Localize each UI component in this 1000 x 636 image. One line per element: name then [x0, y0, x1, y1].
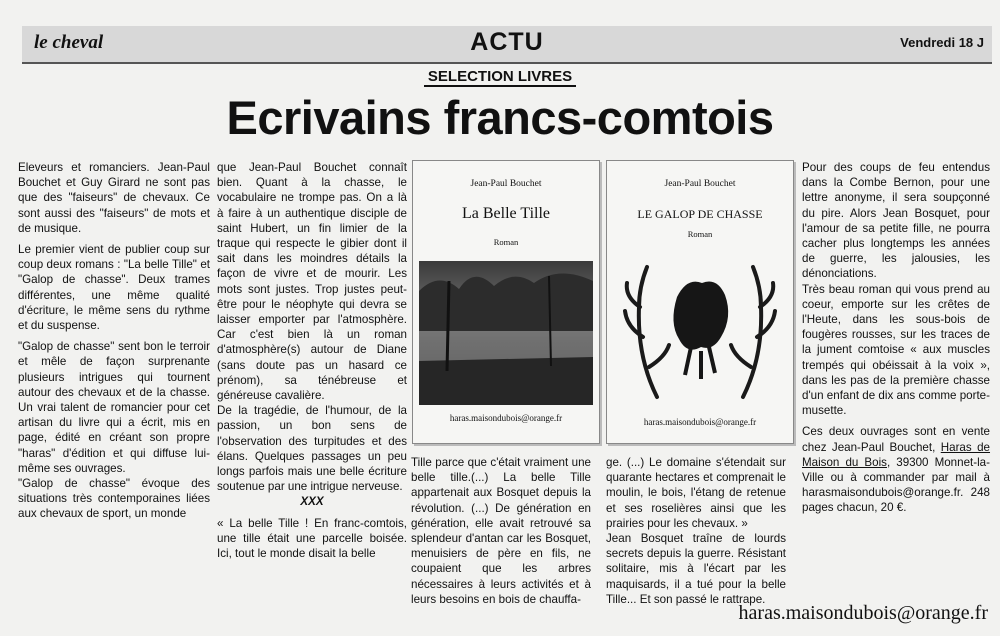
- cover-author: Jean-Paul Bouchet: [664, 179, 736, 189]
- column-2: [217, 160, 407, 567]
- cover-title: LE GALOP DE CHASSE: [637, 207, 763, 221]
- paragraph: Le premier vient de publier coup sur coup deux romans : "La belle Tille" et "Galop de chasse". Deux trames différentes, une même qualité d'écriture, le même sens du rythme et du suspense.: [18, 243, 210, 333]
- paragraph: Jean Bosquet traîne de lourds secrets depuis la guerre. Résistant solitaire, mis à l'écart par les maquisards, il a tué pour la belle Tille... Et son passé le rattrape.: [606, 532, 786, 606]
- cover-title: La Belle Tille: [462, 205, 550, 222]
- paragraph: ge. (...) Le domaine s'étendait sur quarante hectares et comprenait le moulin, le bois, l'étang de retenue et ses roselières ainsi que les prairies pour les chevaux. »: [606, 456, 786, 530]
- section-name: le cheval: [34, 32, 104, 53]
- antlers-and-horses-illustration: [617, 247, 783, 407]
- footer-email: haras.maisondubois@orange.fr: [738, 602, 988, 624]
- paragraph: "Galop de chasse" évoque des situations très contemporaines liées aux chevaux de sport, un monde: [18, 477, 210, 521]
- sub-rubric: [0, 68, 1000, 85]
- section-separator: XXX: [300, 495, 324, 509]
- paragraph: Tille parce que c'était vraiment une belle tille.(...) La belle Tille appartenait aux Bosquet depuis la révolution. (...) De génération en génération, elle avait retrouvé sa splendeur d'antan car les Bosquet, menuisiers de père en fils, ne coupaient que les arbres nécessaires à leurs activités et à leurs besoins en bois de chauffa-: [411, 456, 591, 606]
- column-3: [411, 455, 591, 613]
- sub-rubric-text: SELECTION LIVRES: [424, 68, 576, 87]
- paragraph: De la tragédie, de l'humour, de la passion, un bon sens de l'observation des turpitudes et des élans. Quelques passages un peu longs parfois mais une belle écriture soutenue par une intrigue nerveuse.: [217, 404, 407, 494]
- paragraph: que Jean-Paul Bouchet connaît bien. Quant à la chasse, le vocabulaire ne trompe pas. On a là à faire à un authentique disciple de saint Hubert, un fin limier de la traque qui respecte le gibier dont il sait dans les moindres détails la façon de vivre et de mourir. Les mots sont justes. Trop justes peut-être pour le néophyte qui devra se laisser emporter par l'atmosphère. Car c'est bien là un roman d'atmosphère(s) autour de Diane (sans doute pas un hasard ce prénom), sa ténébreuse et généreuse cavalière.: [217, 161, 407, 403]
- cover-author: Jean-Paul Bouchet: [470, 179, 542, 189]
- cover-genre: Roman: [687, 229, 713, 239]
- cover-genre: Roman: [493, 237, 519, 247]
- page-header: [22, 26, 992, 64]
- paragraph: [802, 424, 990, 515]
- book-cover-la-belle-tille: [412, 160, 600, 444]
- column-4: [606, 455, 786, 613]
- paragraph: Très beau roman qui vous prend au coeur, emporte sur les crêtes de l'Heute, dans les sous-bois de fougères rousses, sur les traces de la jument comtoise « aux muscles trempés qui obéissait à la voix », dans les pas de la première chasse d'un enfant de dix ans comme porte-musette.: [802, 282, 990, 418]
- book-cover-galop-de-chasse: [606, 160, 794, 444]
- rubric-title: ACTU: [470, 28, 544, 56]
- paragraph: "Galop de chasse" sent bon le terroir et mêle de façon surprenante plusieurs intrigues qui tournent autour des chevaux et de la chasse. Un vrai talent de romancier pour cet artisan du livre qui a écrit, mis en page, édité en créant son propre "haras" d'édition et qui diffuse lui-même ses ouvrages.: [18, 340, 210, 475]
- paragraph: Pour des coups de feu entendus dans la Combe Bernon, pour une lettre anonyme, il sera soupçonné du pire. Alors Jean Bosquet, pour l'amour de sa petite fille, ne pourra cacher plus longtemps les années de guerre, les jalousies, les dénonciations.: [802, 161, 990, 281]
- paragraph: Eleveurs et romanciers. Jean-Paul Bouchet et Guy Girard ne sont pas que des "faiseurs" de chevaux. Ce sont aussi des "faiseurs" de mots et de musique.: [18, 161, 210, 235]
- text: Ces deux ouvrages sont en vente chez Jean-Paul Bouchet,: [802, 425, 990, 454]
- column-1: [18, 160, 210, 528]
- forest-pond-photo: [419, 261, 593, 405]
- paragraph: « La belle Tille ! En franc-comtois, une tille était une parcelle boisée. Ici, tout le monde disait la belle: [217, 516, 407, 561]
- text: , 39300 Monnet-la-Ville ou à commander par mail à harasmaisondubois@orange.fr. 248 pages chacun, 20 €.: [802, 455, 990, 515]
- cover-email: haras.maisondubois@orange.fr: [449, 413, 563, 423]
- issue-date: Vendredi 18 J: [900, 35, 984, 50]
- haras-link: Haras de Maison du Bois: [802, 440, 991, 469]
- cover-email: haras.maisondubois@orange.fr: [643, 417, 757, 427]
- headline: Ecrivains francs-comtois: [226, 91, 774, 144]
- column-5: [802, 160, 990, 522]
